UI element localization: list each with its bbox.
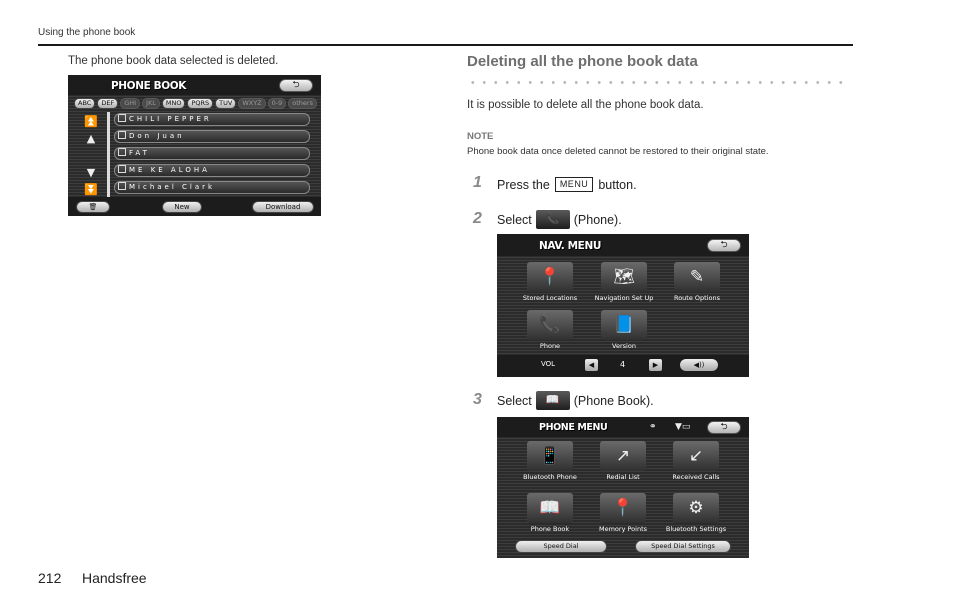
memory-points-item[interactable] — [588, 493, 658, 534]
speaker-icon[interactable]: ◀)) — [680, 359, 718, 371]
tab-tuv[interactable]: TUV — [215, 98, 236, 109]
back-button[interactable]: ⮌ — [707, 239, 741, 252]
back-button[interactable]: ⮌ — [279, 79, 313, 92]
left-caption: The phone book data selected is deleted. — [68, 55, 279, 67]
received-icon: ↙ — [673, 441, 719, 471]
delete-icon[interactable]: 🗑 — [76, 201, 110, 213]
scroll-down-icon[interactable]: ▼ — [86, 166, 96, 179]
list-item[interactable] — [114, 181, 310, 194]
phone-item-label: Received Calls — [672, 473, 720, 481]
phonebook-screen — [68, 75, 321, 216]
volume-value: 4 — [620, 360, 626, 369]
step-1-post: button. — [598, 177, 637, 192]
map-icon: 🗺 — [601, 262, 647, 292]
contact-icon — [118, 182, 126, 190]
page-number: 212 — [38, 570, 62, 586]
phone-item-label: Bluetooth Settings — [665, 525, 727, 533]
alphabet-tabs — [74, 98, 317, 109]
phone-item[interactable] — [515, 310, 585, 351]
redial-icon: ↗ — [600, 441, 646, 471]
route-options-item[interactable] — [662, 262, 732, 303]
volume-label: VOL — [541, 360, 556, 368]
list-item[interactable] — [114, 147, 310, 160]
download-button[interactable]: Download — [252, 201, 314, 213]
note-text: Phone book data once deleted cannot be restored to their original state. — [467, 146, 769, 157]
step-1-text — [497, 177, 637, 192]
nav-item-label: Phone — [539, 342, 561, 350]
redial-list-item[interactable] — [588, 441, 658, 482]
step-2-number: 2 — [473, 210, 482, 227]
step-3-number: 3 — [473, 391, 482, 408]
phonebook-title: PHONE BOOK — [111, 80, 187, 92]
scroll-divider — [107, 112, 110, 197]
step-3-pre: Select — [497, 393, 532, 408]
nav-item-label: Version — [612, 342, 636, 350]
list-item[interactable] — [114, 164, 310, 177]
tab-others: others — [288, 98, 317, 109]
step-2-post: (Phone). — [573, 212, 622, 227]
step-2-text — [497, 210, 622, 229]
speed-dial-settings-button[interactable]: Speed Dial Settings — [635, 540, 731, 553]
new-button[interactable]: New — [162, 201, 202, 213]
back-button[interactable]: ⮌ — [707, 421, 741, 434]
contact-icon — [118, 131, 126, 139]
scroll-controls — [78, 113, 104, 198]
phone-menu-screen — [497, 417, 749, 558]
note-label: NOTE — [467, 131, 494, 142]
dotted-rule — [467, 81, 847, 84]
received-calls-item[interactable] — [661, 441, 731, 482]
stored-locations-item[interactable] — [515, 262, 585, 303]
step-3-post: (Phone Book). — [573, 393, 654, 408]
section-name: Handsfree — [82, 570, 147, 586]
contact-icon — [118, 114, 126, 122]
list-item[interactable] — [114, 130, 310, 143]
nav-title: NAV. MENU — [539, 240, 601, 252]
speed-dial-button[interactable]: Speed Dial — [515, 540, 607, 553]
phone-icon: 📞 — [527, 310, 573, 340]
version-item[interactable] — [589, 310, 659, 351]
step-2-pre: Select — [497, 212, 532, 227]
mobile-icon: 📱 — [527, 441, 573, 471]
pin-icon: 📍 — [527, 262, 573, 292]
pen-icon: ✎ — [674, 262, 720, 292]
tab-ghi: GHI — [120, 98, 140, 109]
nav-item-label: Route Options — [673, 294, 720, 302]
nav-item-label: Stored Locations — [522, 294, 578, 302]
entry-name: FAT — [129, 149, 150, 157]
intro-text: It is possible to delete all the phone book data. — [467, 99, 704, 111]
settings-icon: ⚙ — [673, 493, 719, 523]
phone-book-icon: 📖 — [527, 493, 573, 523]
phone-menu-title: PHONE MENU — [539, 422, 608, 433]
tab-pqrs[interactable]: PQRS — [187, 98, 213, 109]
navigation-set-up-item[interactable] — [589, 262, 659, 303]
header-rule — [38, 44, 853, 46]
section-heading: Deleting all the phone book data — [467, 53, 698, 70]
pin-icon: 📍 — [600, 493, 646, 523]
nav-menu-screen — [497, 234, 749, 377]
tab-def[interactable]: DEF — [97, 98, 118, 109]
contact-icon — [118, 148, 126, 156]
step-1-number: 1 — [473, 174, 482, 191]
phone-item-label: Memory Points — [598, 525, 648, 533]
tab-jkl: JKL — [142, 98, 160, 109]
volume-up-button[interactable]: ▶ — [649, 359, 662, 371]
contact-icon — [118, 165, 126, 173]
tab-wxyz: WXYZ — [238, 98, 265, 109]
entry-name: Don Juan — [129, 132, 185, 140]
bluetooth-phone-item[interactable] — [515, 441, 585, 482]
spacer — [78, 147, 104, 164]
phone-book-icon: 📖 — [536, 391, 570, 410]
list-item[interactable] — [114, 113, 310, 126]
book-icon: 📘 — [601, 310, 647, 340]
step-1-pre: Press the — [497, 177, 550, 192]
signal-battery-icon: ▼▭ — [675, 422, 691, 432]
tab-mno[interactable]: MNO — [162, 98, 186, 109]
running-head: Using the phone book — [38, 27, 136, 38]
tab-abc[interactable]: ABC — [74, 98, 95, 109]
step-3-text — [497, 391, 654, 410]
tab-0-9: 0-9 — [268, 98, 287, 109]
bluetooth-settings-item[interactable] — [661, 493, 731, 534]
entry-name: CHILI PEPPER — [129, 115, 212, 123]
phone-item-label: Redial List — [606, 473, 640, 481]
entry-name: ME KE ALOHA — [129, 166, 210, 174]
nav-item-label: Navigation Set Up — [594, 294, 654, 302]
page-up-icon[interactable]: ⏫ — [84, 115, 98, 128]
phone-icon: 📞 — [536, 210, 570, 229]
volume-down-button[interactable]: ◀ — [585, 359, 598, 371]
entry-list — [114, 113, 310, 198]
entry-name: Michael Clark — [129, 183, 216, 191]
link-icon: ⚭ — [649, 422, 657, 432]
menu-key-icon: MENU — [555, 177, 594, 192]
scroll-up-icon[interactable]: ▲ — [86, 132, 96, 145]
phone-item-label: Phone Book — [530, 525, 570, 533]
page-down-icon[interactable]: ⏬ — [84, 183, 98, 196]
phone-item-label: Bluetooth Phone — [523, 473, 577, 481]
phone-book-item[interactable] — [515, 493, 585, 534]
